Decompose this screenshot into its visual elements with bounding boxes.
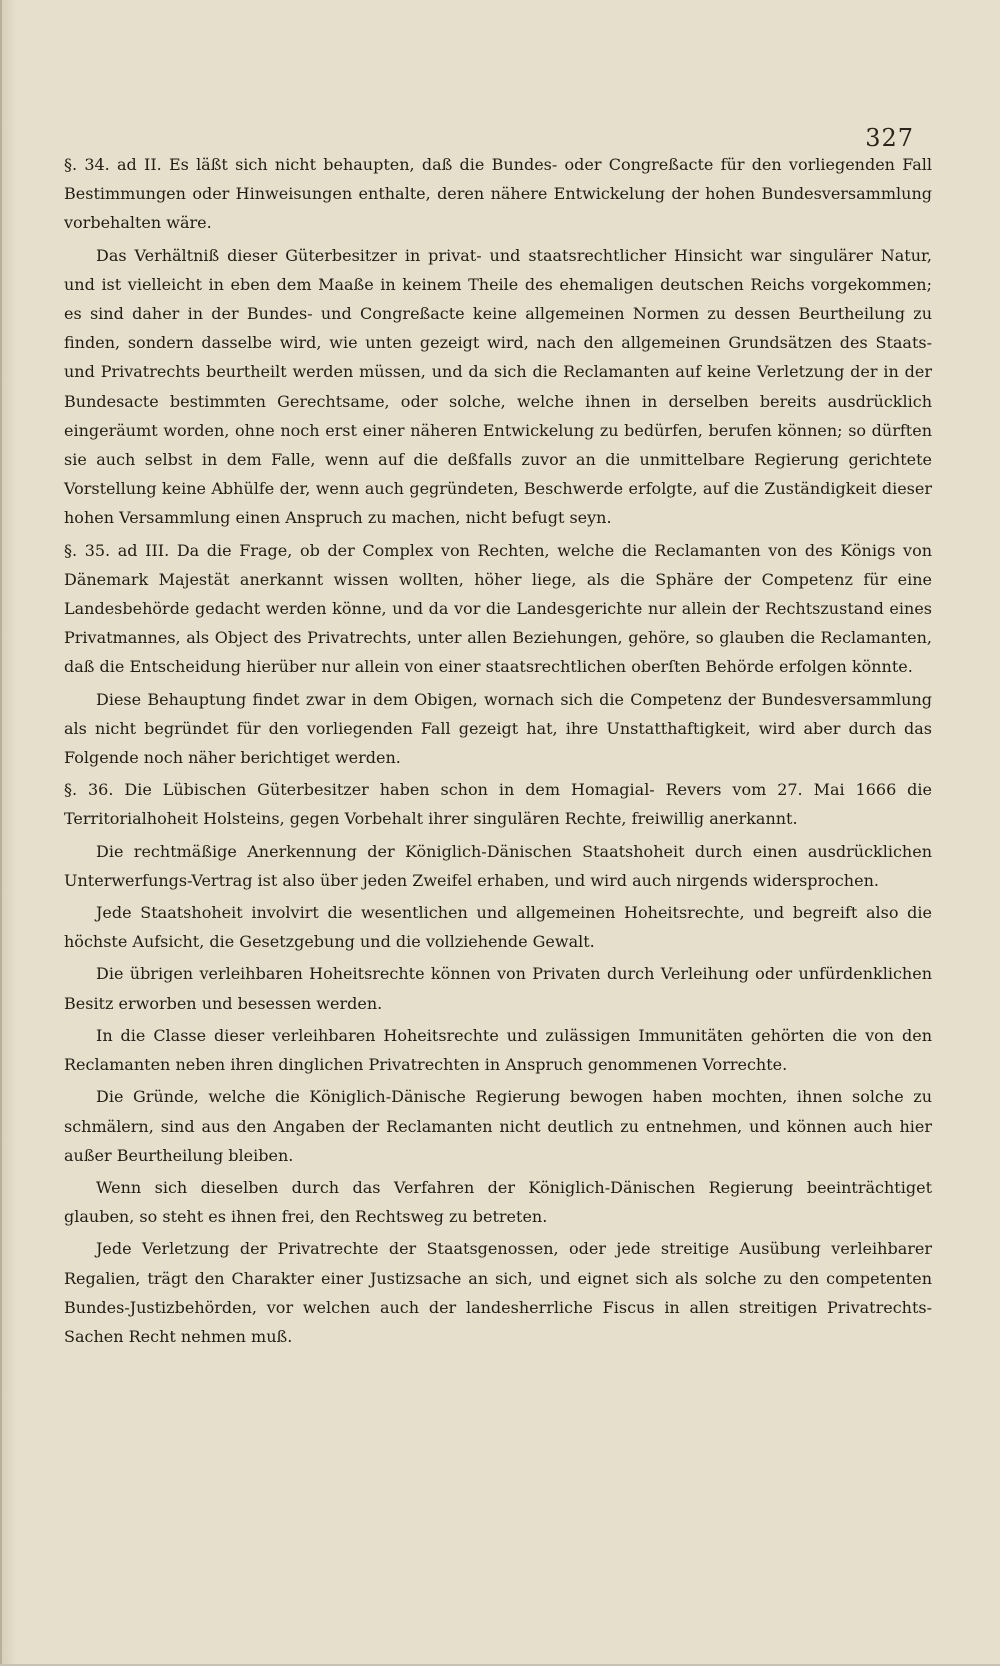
paragraph: Die rechtmäßige Anerkennung der Königlich-Dänischen Staatshoheit durch einen ausdrücklichen Unterwerfungs-Vertrag ist also über jeden Zweifel erhaben, und wird auch nirgends widersprochen. <box>64 841 932 890</box>
paragraph: Die übrigen verleihbaren Hoheitsrechte können von Privaten durch Verleihung oder unfürdenklichen Besitz erworben und besessen werden. <box>64 964 932 1013</box>
paragraph-36: §. 36. Die Lübischen Güterbesitzer haben schon in dem Homagial- Revers vom 27. Mai 1666 die Territorialhoheit Holsteins, gegen Vorbehalt ihrer singulären Rechte, freiwillig anerkannt. <box>64 780 932 829</box>
paragraph-35: §. 35. ad III. Da die Frage, ob der Complex von Rechten, welche die Reclamanten von des Königs von Dänemark Majestät anerkannt wissen wollten, höher liege, als die Sphäre der Competenz für eine Landesbehörde gedacht werden könne, und da vor die Landesgerichte nur allein der Rechtszustand eines Privatmannes, als Object des Privatrechts, unter allen Beziehungen, gehöre, so glauben die Reclamanten, daß die Entscheidung hierüber nur allein von einer staatsrechtlichen oberſten Behörde erfolgen könnte. <box>64 540 932 677</box>
page-spine-shadow <box>2 0 16 1664</box>
paragraph: Das Verhältniß dieser Güterbesitzer in privat- und staatsrechtlicher Hinsicht war singulärer Natur, und ist vielleicht in eben dem Maaße in keinem Theile des ehemaligen deutschen Reichs vorgekommen; es sind daher in der Bundes- und Congreßacte keine allgemeinen Normen zu dessen Beurtheilung zu finden, sondern dasselbe wird, wie unten gezeigt wird, nach den allgemeinen Grundsätzen des Staats- und Privatrechts beurtheilt werden müssen, und da sich die Reclamanten auf keine Verletzung der in der Bundesacte bestimmten Gerechtsame, oder solche, welche ihnen in derselben bereits ausdrücklich eingeräumt worden, ohne noch erst einer näheren Entwickelung zu bedürfen, berufen können; so dürften sie auch selbst in dem Falle, wenn auf die deßfalls zuvor an die unmittelbare Regierung gerichtete Vorstellung keine Abhülfe der, wenn auch gegründeten, Beschwerde erfolgte, auf die Zuständigkeit dieser hohen Versammlung einen Anspruch zu machen, nicht befugt seyn. <box>64 245 932 528</box>
page-number: 327 <box>865 124 914 152</box>
paragraph: Jede Staatshoheit involvirt die wesentlichen und allgemeinen Hoheitsrechte, und begreift also die höchste Aufsicht, die Gesetzgebung und die vollziehende Gewalt. <box>64 903 932 952</box>
paragraph: Jede Verletzung der Privatrechte der Staatsgenossen, oder jede streitige Ausübung verleihbarer Regalien, trägt den Charakter einer Justizsache an sich, und eignet sich als solche zu den competenten Bundes-Justizbehörden, vor welchen auch der landesherrliche Fiscus in allen streitigen Privatrechts-Sachen Recht nehmen muß. <box>64 1239 932 1346</box>
body-text <box>64 150 932 1354</box>
paragraph: Die Gründe, welche die Königlich-Dänische Regierung bewogen haben mochten, ihnen solche zu schmälern, sind aus den Angaben der Reclamanten nicht deutlich zu entnehmen, und können auch hier außer Beurtheilung bleiben. <box>64 1087 932 1165</box>
paragraph: Wenn sich dieselben durch das Verfahren der Königlich-Dänischen Regierung beeinträchtiget glauben, so steht es ihnen frei, den Rechtsweg zu betreten. <box>64 1177 932 1227</box>
paragraph-34: §. 34. ad II. Es läßt sich nicht behaupten, daß die Bundes- oder Congreßacte für den vorliegenden Fall Bestimmungen oder Hinweisungen enthalte, deren nähere Entwickelung der hohen Bundesversammlung vorbehalten wäre. <box>64 155 932 233</box>
paragraph: In die Classe dieser verleihbaren Hoheitsrechte und zulässigen Immunitäten gehörten die von den Reclamanten neben ihren dinglichen Privatrechten in Anspruch genommenen Vorrechte. <box>64 1025 932 1075</box>
paragraph: Diese Behauptung findet zwar in dem Obigen, wornach sich die Competenz der Bundesversammlung als nicht begründet für den vorliegenden Fall gezeigt hat, ihre Unstatthaftigkeit, wird aber durch das Folgende noch näher berichtiget werden. <box>64 689 932 768</box>
